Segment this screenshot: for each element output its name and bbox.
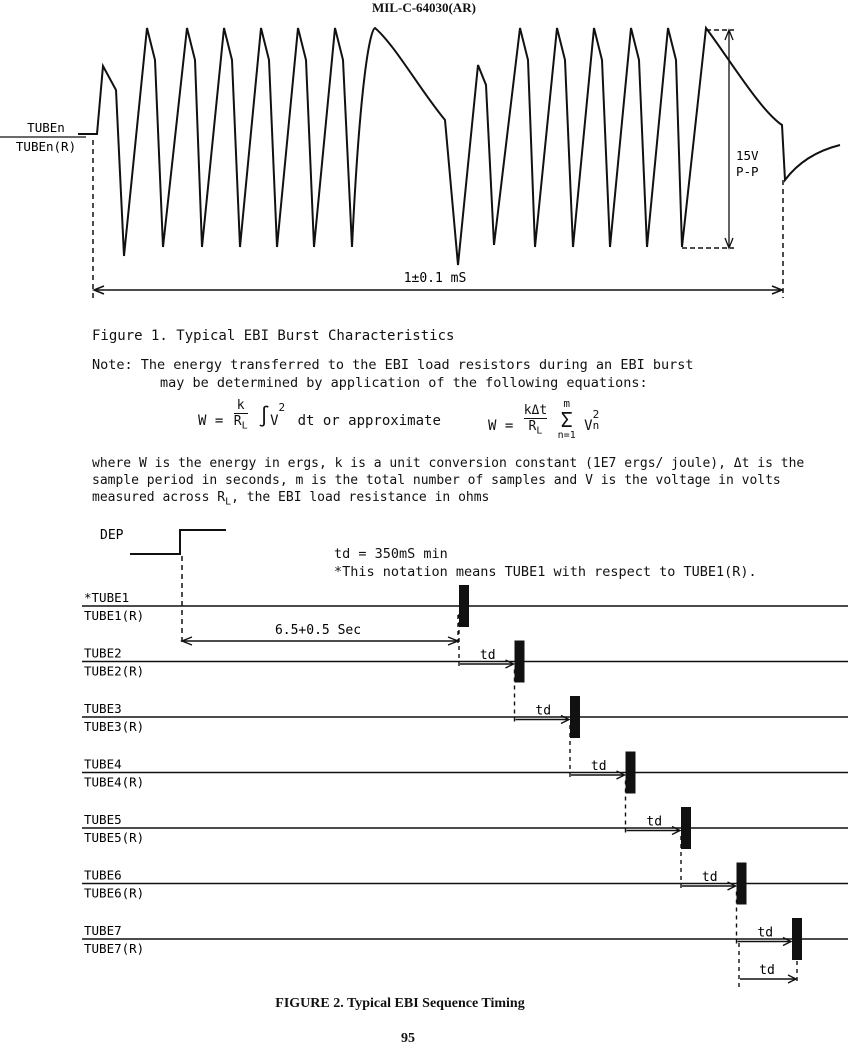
tube-pulse [681, 807, 691, 849]
td-spec: td = 350mS min [334, 546, 448, 562]
td-label: td [757, 925, 774, 941]
tube-label-top: TUBE4 [84, 756, 122, 772]
tube-pulse [515, 641, 525, 683]
duration-label: 1±0.1 mS [403, 271, 467, 286]
eq2-v: V [584, 418, 593, 434]
eq2-lower: n=1 [557, 430, 576, 441]
page-number: 95 [401, 1031, 415, 1046]
eq2-v-sub: n [592, 419, 600, 432]
where-sub: L [225, 496, 232, 508]
equation-sum: W = kΔt $R_L$ m Σ n=1 V 2 n [488, 397, 600, 441]
tube-label-bottom: TUBE7(R) [84, 941, 145, 956]
note-line1: The energy transferred to the EBI load resistors during an EBI burst [140, 357, 694, 373]
first-delay-label: 6.5+0.5 Sec [274, 623, 362, 638]
td-label: td [701, 870, 718, 885]
eq-w: W = [198, 412, 224, 429]
td-label: td [759, 963, 775, 978]
eq2-num: kΔt [523, 403, 548, 419]
burst-waveform [78, 28, 840, 265]
td-label: td [535, 703, 552, 719]
tube-pulse [570, 696, 580, 738]
eq-v-exp: 2 [278, 401, 286, 415]
figure2-timing [0, 520, 848, 990]
waveform-label-top: TUBEn [27, 120, 65, 135]
tube-label-bottom: TUBE4(R) [84, 774, 145, 790]
amplitude-label-2: P-P [736, 164, 759, 179]
figure2-caption: FIGURE 2. Typical EBI Sequence Timing [275, 996, 525, 1011]
tube-label-bottom: TUBE1(R) [84, 608, 145, 623]
eq-dt-text: dt or approximate [297, 412, 441, 429]
eq2-w: W = [488, 418, 514, 434]
tube-label-top: TUBE7 [84, 923, 122, 938]
tube-label-top: TUBE3 [84, 701, 122, 716]
tube-pulse [459, 585, 469, 627]
waveform-label-bottom: TUBEn(R) [15, 139, 77, 154]
where-tail: , the EBI load resistance in ohms [231, 490, 490, 505]
eq-rl: R [233, 414, 242, 429]
note-line2: may be determined by application of the following equations: [160, 375, 648, 391]
tube-pulse [626, 752, 636, 794]
tube-pulse [792, 918, 802, 960]
tube-label-bottom: TUBE6(R) [84, 885, 145, 901]
dep-signal [130, 530, 226, 554]
amplitude-label-1: 15V [736, 148, 759, 163]
eq2-den: R [528, 419, 537, 435]
where-text: where W is the energy in ergs, k is a unit conversion constant (1E7 ergs/ joule), Δt is the sample period in seconds, m is the total number of samples and V is the voltage in volts measured across R [92, 456, 805, 505]
eq2-den-sub: L [536, 425, 543, 437]
tube-label-top: *TUBE1 [84, 590, 130, 605]
eq2-upper: m [563, 397, 570, 410]
dep-label: DEP [100, 528, 124, 543]
tube-label-bottom: TUBE5(R) [84, 830, 145, 845]
td-label: td [590, 759, 607, 774]
tube-label-bottom: TUBE2(R) [84, 663, 145, 679]
where-paragraph [92, 455, 812, 511]
equation-integral: W = $\frac{k}{R_L}$ $\int V^2$ dt or approximate [198, 398, 441, 432]
tube-pulse [737, 863, 747, 905]
eq-v: V [270, 412, 279, 429]
figure1-caption: Figure 1. Typical EBI Burst Characteristics [92, 328, 455, 344]
notation-note: *This notation means TUBE1 with respect to TUBE1(R). [334, 564, 757, 580]
tube-label-top: TUBE2 [84, 645, 122, 661]
note-lead: Note: [92, 357, 133, 373]
td-label: td [646, 814, 663, 830]
eq-k: k [234, 398, 248, 414]
figure1-waveform [0, 0, 848, 320]
tube-label-bottom: TUBE3(R) [84, 719, 145, 734]
td-label: td [479, 648, 496, 663]
tube-label-top: TUBE5 [84, 812, 122, 827]
tube-label-top: TUBE6 [84, 867, 122, 883]
eq-rl-sub: L [241, 420, 248, 432]
document-header: MIL-C-64030(AR) [372, 0, 476, 15]
eq2-v-exp: 2 [592, 408, 600, 421]
note-block [92, 356, 693, 392]
